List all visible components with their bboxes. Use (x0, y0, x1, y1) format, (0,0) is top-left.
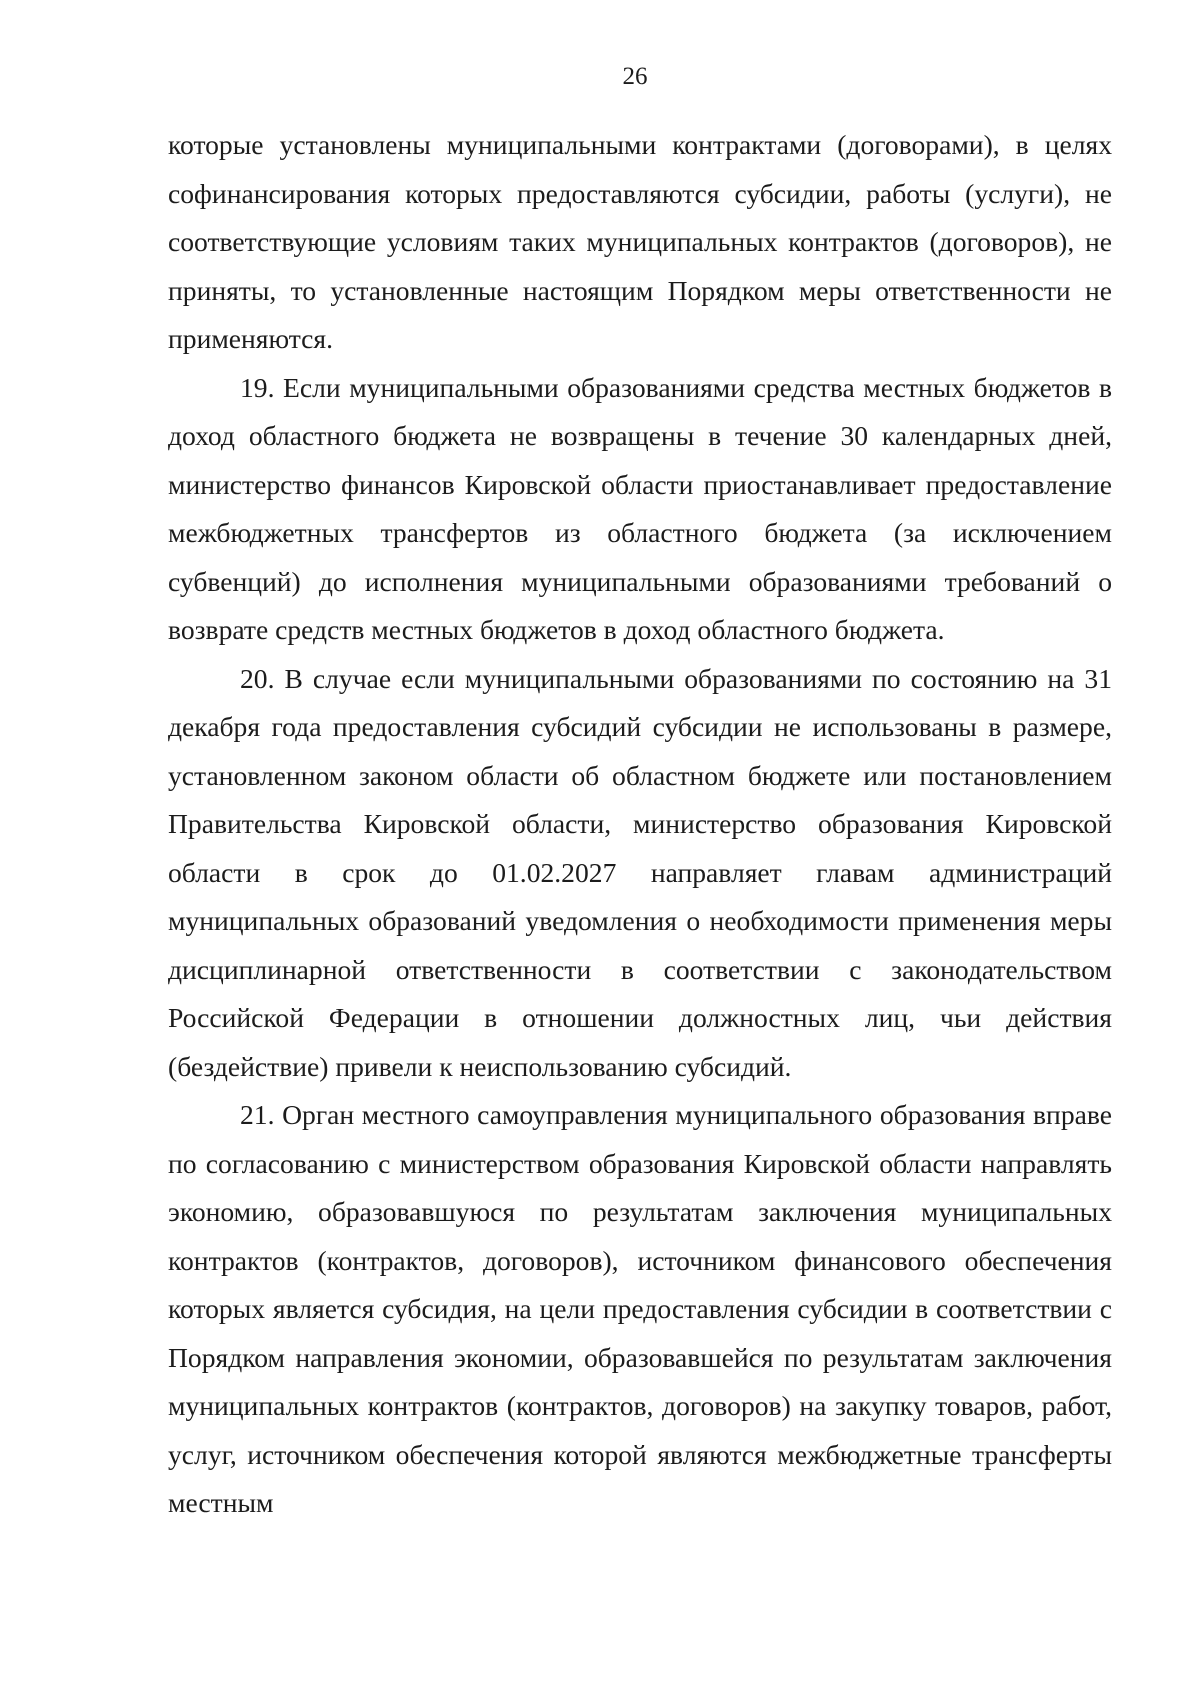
paragraph-20: 20. В случае если муниципальными образованиями по состоянию на 31 декабря года предоставления субсидий субсидии не использованы в размере, установленном законом области об областном бюджете или постановлением Правительства Кировской области, министерство образования Кировской области в срок до 01.02.2027 направляет главам администраций муниципальных образований уведомления о необходимости применения меры дисциплинарной ответственности в соответствии с законодательством Российской Федерации в отношении должностных лиц, чьи действия (бездействие) привели к неиспользованию субсидий. (168, 662, 1112, 1082)
document-body (168, 121, 1112, 1528)
paragraph-21: 21. Орган местного самоуправления муниципального образования вправе по согласованию с министерством образования Кировской области направлять экономию, образовавшуюся по результатам заключения муниципальных контрактов (контрактов, договоров), источником финансового обеспечения которых является субсидия, на цели предоставления субсидии в соответствии с Порядком направления экономии, образовавшейся по результатам заключения муниципальных контрактов (контрактов, договоров) на закупку товаров, работ, услуг, источником обеспечения которой являются межбюджетные трансферты местным (168, 1099, 1112, 1518)
paragraph-19: 19. Если муниципальными образованиями средства местных бюджетов в доход областного бюджета не возвращены в течение 30 календарных дней, министерство финансов Кировской области приостанавливает предоставление межбюджетных трансфертов из областного бюджета (за исключением субвенций) до исполнения муниципальными образованиями требований о возврате средств местных бюджетов в доход областного бюджета. (168, 371, 1112, 645)
page-number: 26 (622, 63, 648, 90)
paragraph-continuation: которые установлены муниципальными контрактами (договорами), в целях софинансирования которых предоставляются субсидии, работы (услуги), не соответствующие условиям таких муниципальных контрактов (договоров), не приняты, то установленные настоящим Порядком меры ответственности не применяются. (168, 129, 1112, 354)
